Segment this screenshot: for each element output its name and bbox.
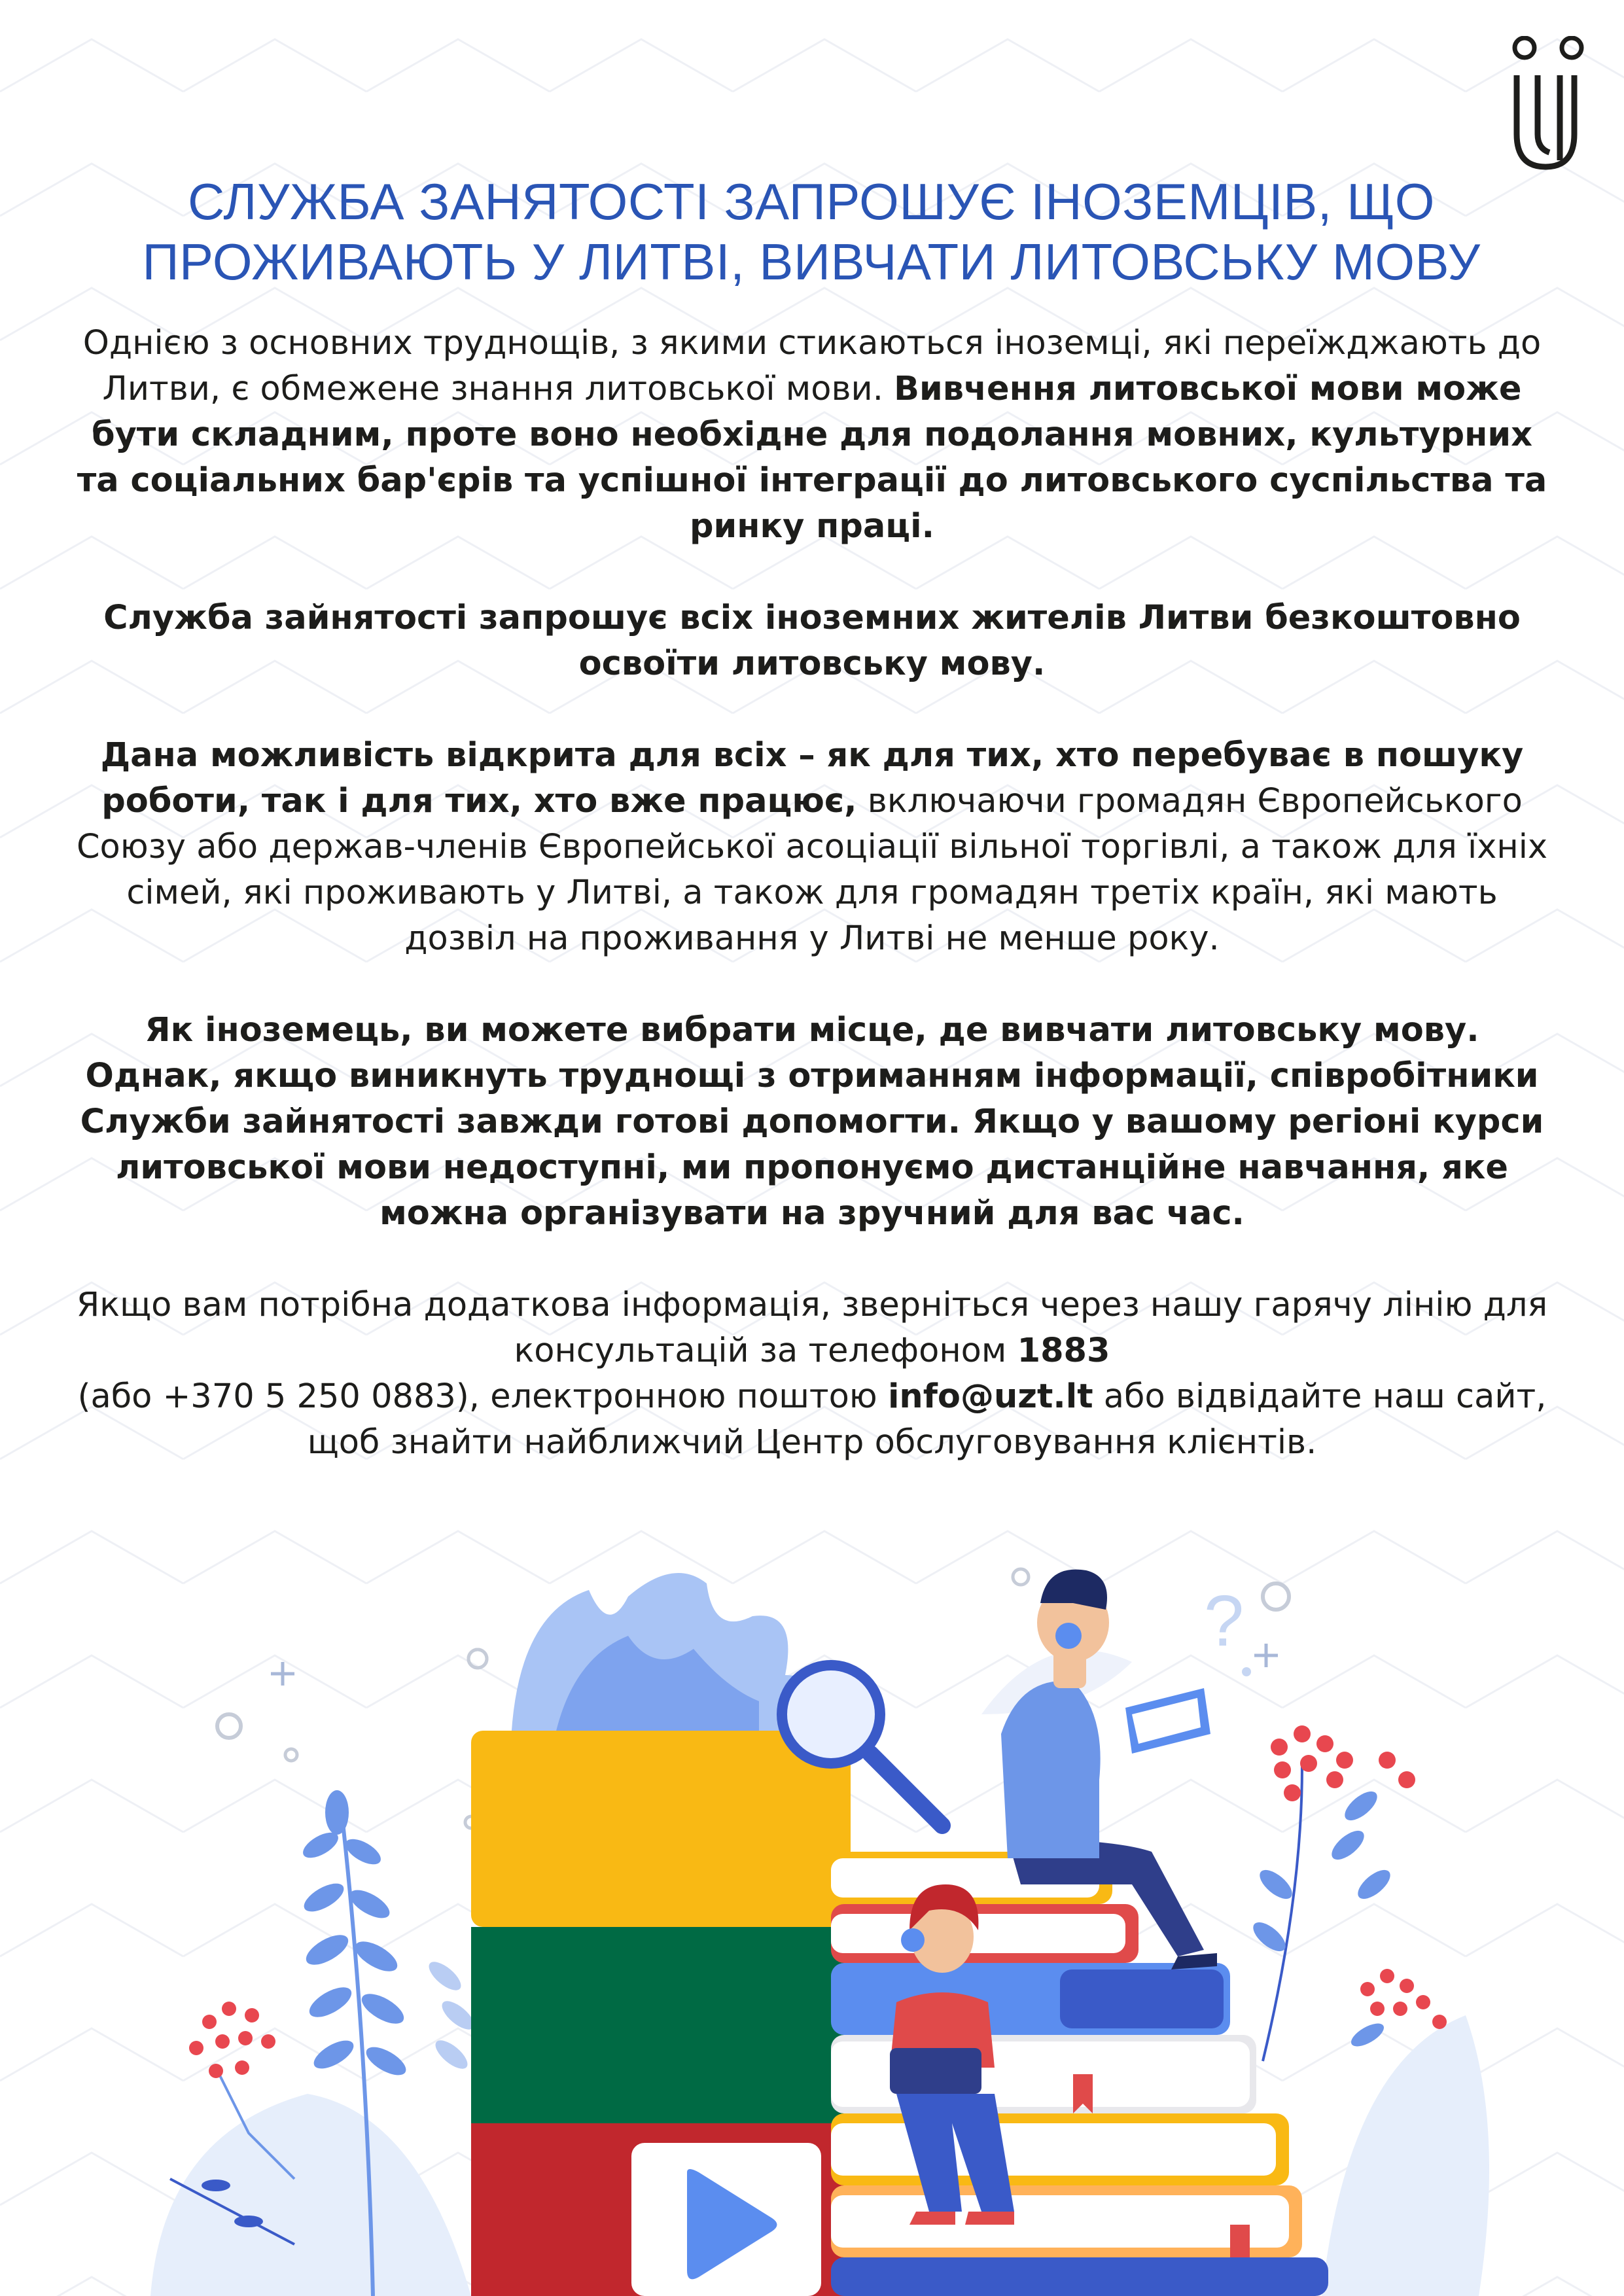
paragraph-intro-bold: Вивчення литовської мови може бути складним, проте воно необхідне для подолання мовних, культурних та соціальних бар'єрів та успішної інтеграції до литовського суспільства та ринку праці.: [77, 370, 1547, 546]
paragraph-invitation: [72, 595, 1552, 687]
title-line-2: ПРОЖИВАЮТЬ У ЛИТВІ, ВИВЧАТИ ЛИТОВСЬКУ МОВУ: [142, 233, 1481, 291]
contact-email[interactable]: info@uzt.lt: [887, 1377, 1093, 1416]
page-title: [92, 171, 1531, 292]
flag-stripe-green: [471, 1927, 851, 2123]
deco-circle: [217, 1714, 241, 1738]
paragraph-location: [72, 1008, 1552, 1237]
deco-circle: [468, 1650, 487, 1668]
flag-book: [471, 1731, 851, 2296]
paragraph-location-bold: Як іноземець, ви можете вибрати місце, де вивчати литовську мову. Однак, якщо виникнуть труднощі з отриманням інформації, співробітники Служби зайнятості завжди готові допомогти. Якщо у вашому регіоні курси литовської мови недоступні, ми пропонуємо дистанційне навчання, яке можна організувати на зручний для вас час.: [80, 1011, 1544, 1233]
paragraph-invitation-bold: Служба зайнятості запрошує всіх іноземних жителів Литви безкоштовно освоїти литовську мову.: [103, 599, 1521, 683]
paragraph-eligibility: [72, 733, 1552, 962]
contact-text-3: або відвідайте наш сайт, щоб знайти найближчий Центр обслуговування клієнтів.: [307, 1377, 1547, 1462]
deco-circle: [1013, 1569, 1029, 1585]
contact-text-2: (або +370 5 250 0883), електронною поштою: [77, 1377, 877, 1416]
leaf-shape-right: [1322, 2015, 1489, 2296]
deco-circle: [285, 1749, 297, 1761]
paragraph-intro-text: Однією з основних труднощів, з якими стикаються іноземці, які переїжджають до Литви, є обмежене знання литовської мови.: [82, 324, 1542, 408]
paragraph-contact: [72, 1282, 1552, 1466]
illustration: [0, 1525, 1624, 2296]
contact-phone[interactable]: 1883: [1017, 1332, 1110, 1370]
title-line-1: СЛУЖБА ЗАНЯТОСТІ ЗАПРОШУЄ ІНОЗЕМЦІВ, ЩО: [188, 173, 1435, 230]
paragraph-eligibility-bold: Дана можливість відкрита для всіх – як для тих, хто перебуває в пошуку роботи, так і для тих, хто вже працює,: [100, 736, 1524, 821]
plus-icon: [1254, 1644, 1278, 1667]
paragraph-eligibility-text: включаючи громадян Європейського Союзу або держав-членів Європейської асоціації вільної торгівлі, а також для їхніх сімей, які проживають у Литві, а також для громадян третіх країн, які мають дозвіл на проживання у Литві не менше року.: [76, 782, 1548, 958]
paragraph-intro: [72, 321, 1552, 550]
deco-circle: [1263, 1583, 1289, 1610]
plus-icon: [271, 1662, 294, 1686]
body-text: [72, 321, 1552, 1511]
contact-text-1: Якщо вам потрібна додаткова інформація, зверніться через нашу гарячу лінію для консультацій за телефоном: [76, 1286, 1548, 1370]
flag-stripe-yellow: [471, 1731, 851, 1927]
uzt-logo-icon: [1505, 36, 1590, 173]
fern-left-light: [425, 1957, 479, 2074]
question-mark-icon: ?: [1204, 1581, 1244, 1661]
